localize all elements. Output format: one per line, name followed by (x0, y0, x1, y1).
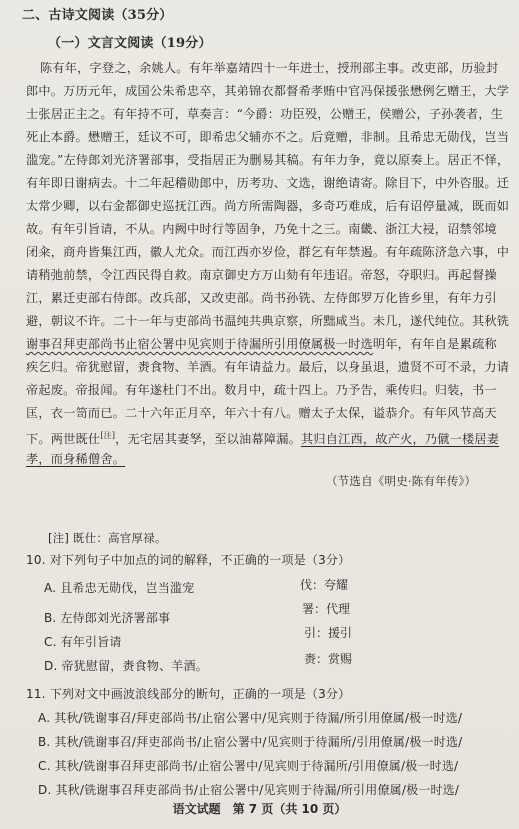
passage-line (26, 428, 499, 447)
q11-option-a[interactable]: A. 其秋/铣谢事召/拜吏部尚书/止宿公署中/见宾则于待漏/所引用僚属/极一时选/ (38, 711, 463, 725)
q10-option-c[interactable]: C. 有年引旨请 (44, 635, 122, 649)
passage-line: 死止本爵。懋赠王，廷议不可，即希忠父辅亦不之。后竟赠，非制。且希忠无勋伐，岂当 (26, 130, 510, 144)
passage-line: 滥宠。”左侍郎刘光济署部事，受指居正为删易其稿。有年力争，竟以原奏上。居正不怿， (26, 153, 510, 167)
passage-line: 江，累迁吏部右侍郎。改兵部，又改吏部。尚书孙铣、左侍郎罗万化皆乡里，有年力引 (26, 291, 497, 305)
q10-option-b-gloss: 署：代理 (302, 602, 351, 616)
passage-line: 避，朝议不许。二十一年与吏部尚书温纯共典京察，所黜咸当。未几，遂代纯位。其秋铣 (26, 314, 510, 328)
note-marker: [注] (100, 431, 116, 440)
passage-line: 有年即日谢病去。十二年起稽勋郎中，历考功、文选，谢绝请寄。除目下，中外咨服。迁 (26, 176, 510, 190)
passage-source: （节选自《明史·陈有年传》） (326, 474, 477, 488)
passage-text: ，无宅居其妻孥，至以油幕障漏。 (115, 432, 301, 447)
question-11: 11. 下列对文中画波浪线部分的断句，正确的一项是（3分） (26, 687, 351, 701)
passage-line: 帝起废。帝报闻。有年遂杜门不出。数月中，疏十四上。乃予告，乘传归。归装，书一 (26, 383, 497, 397)
passage-line (26, 336, 497, 352)
q11-option-c[interactable]: C. 其秋/铣谢事召拜吏部尚书/止宿公署中/见宾则于待漏所/引用僚属/极一时选/ (38, 759, 459, 773)
passage-line: 郎中。万历元年，成国公朱希忠卒，其弟锦衣都督希孝贿中官冯保援张懋例乞赠王，大学 (26, 84, 510, 98)
q10-option-d[interactable]: D. 帝犹慰留，赉食物、羊酒。 (44, 659, 208, 673)
question-10: 10. 对下列句子中加点的词的解释，不正确的一项是（3分） (26, 553, 351, 567)
passage-line: 请稍弛前禁，令江西民得自救。南京御史方万山劾有年违诏。帝怒，夺职归。再起督操 (26, 268, 497, 282)
q10-option-d-gloss: 赉：赏赐 (304, 652, 353, 666)
passage-text: 下。两世既仕 (26, 432, 101, 447)
passage-line: 陈有年，字登之，余姚人。有年举嘉靖四十一年进士，授刑部主事。改吏部，历验封 (40, 61, 499, 75)
q10-option-c-gloss: 引：援引 (304, 626, 353, 640)
underlined-text: 孝，而身稀僧舍。 (26, 452, 126, 466)
footnote: [注] 既仕：高官厚禄。 (48, 531, 167, 545)
underlined-text: 其归自江西，故产火，乃僦一楼居妻 (300, 432, 500, 447)
passage-line: 士张居正主之。有年持不可，草奏言：“今爵：功臣殁，公赠王，侯赠公，子孙袭者，生 (26, 107, 504, 121)
wavy-underlined-text: 谢事召拜吏部尚书止宿公署中见宾则于待漏所引用僚属极一时选 (26, 337, 373, 351)
passage-line: 疾乞归。帝犹慰留，赉食物、羊酒。有年请益力。最后，以身虽退，遗贤不可不录，力请 (26, 360, 510, 374)
passage-line (26, 451, 125, 467)
passage-line: 闭籴，商舟皆集江西，徽人尤众。而江西亦岁俭，群乞有年禁遏。有年疏陈济急六事，中 (26, 245, 510, 259)
page-footer: 语文试题 第 7 页（共 10 页） (172, 802, 347, 816)
passage-line: 故。有年引旨请，不从。内阙中时行等固争，乃免十之三。南畿、浙江大祲，诏禁邻境 (26, 222, 497, 236)
q10-option-b[interactable]: B. 左侍郎刘光济署部事 (44, 611, 171, 625)
section-heading: 二、古诗文阅读（35分） (22, 8, 173, 23)
q10-option-a[interactable]: A. 且希忠无勋伐，岂当滥宠 (44, 581, 195, 595)
passage-line: 太常少卿，以右金都御史巡抚江西。尚方所需陶器，多奇巧难成，后有诏停量减，既而如 (26, 199, 510, 213)
passage-line: 匡，衣一笥而已。二十六年正月卒，年六十有八。赠太子太保，谥恭介。有年风节高天 (26, 406, 497, 420)
q10-option-a-gloss: 伐：夸耀 (300, 578, 349, 592)
subsection-heading: （一）文言文阅读（19分） (48, 36, 212, 51)
passage-line-rest: 明年，有年自是累疏称 (372, 337, 497, 351)
q11-option-d[interactable]: D. 其秋/铣谢事召拜吏部尚书/止宿公署中/见宾则于待漏/所引用僚属/极一时选/ (38, 783, 460, 797)
q11-option-b[interactable]: B. 其秋/铣谢事召/拜吏部尚书/止宿公署中/见宾则于待漏所/引用僚属/极一时选/ (38, 735, 463, 749)
